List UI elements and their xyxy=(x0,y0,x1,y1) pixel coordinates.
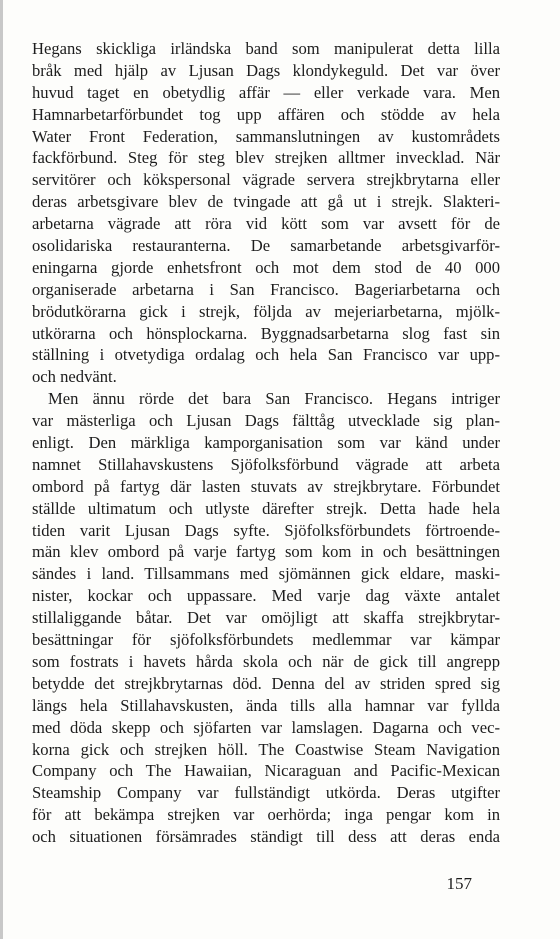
text-line: besättningar för sjöfolksförbundets medlemmar var kämpar xyxy=(32,630,500,650)
text-line: osolidariska restauranterna. De samarbetande arbetsgivarför- xyxy=(32,236,500,256)
text-line: brödutkörarna gick i strejk, följda av mejeriarbetarna, mjölk- xyxy=(32,301,500,321)
body-text xyxy=(32,38,500,848)
text-line: servitörer och kökspersonal vägrade servera strejkbrytarna eller xyxy=(32,170,500,190)
text-line: med döda skepp och sjöfarten var lamslagen. Dagarna och vec- xyxy=(32,717,500,737)
text-line: namnet Stillahavskustens Sjöfolksförbund vägrade att arbeta xyxy=(32,454,500,474)
text-line: och nedvänt. xyxy=(32,367,117,387)
text-line: enligt. Den märkliga kamporganisation som var känd under xyxy=(32,433,500,453)
text-line: organiserade arbetarna i San Francisco. Bageriarbetarna och xyxy=(32,279,500,299)
text-line: för att bekämpa strejken var oerhörda; inga pengar kom in xyxy=(32,805,500,825)
text-line: och situationen försämrades ständigt till dess att deras enda xyxy=(32,827,500,847)
text-line: Hegans skickliga irländska band som manipulerat detta lilla xyxy=(32,39,500,58)
text-line: Water Front Federation, sammanslutningen av kustområdets xyxy=(32,126,500,146)
page-number: 157 xyxy=(446,874,472,893)
text-line: var mästerliga och Ljusan Dags fälttåg utvecklade sig plan- xyxy=(32,411,500,431)
text-line: tiden varit Ljusan Dags syfte. Sjöfolksförbundets förtroende- xyxy=(32,520,500,540)
text-line: nister, kockar och uppassare. Med varje dag växte antalet xyxy=(32,586,500,606)
text-line: stillaliggande båtar. Det var omöjligt att skaffa strejkbrytar- xyxy=(32,608,500,628)
text-line: eningarna gjorde enhetsfront och mot dem stod de 40 000 xyxy=(32,257,500,277)
text-line: längs hela Stillahavskusten, ända tills alla hamnar var fyllda xyxy=(32,695,500,715)
text-line: Company och The Hawaiian, Nicaraguan and Pacific-Mexican xyxy=(32,761,500,781)
text-line: ställning i otvetydiga ordalag och hela San Francisco var upp- xyxy=(32,345,500,365)
text-line: huvud taget en obetydlig affär — eller verkade vara. Men xyxy=(32,82,500,102)
text-line: män klev ombord på varje fartyg som kom in och besättningen xyxy=(32,542,500,562)
text-line: Steamship Company var fullständigt utkörda. Deras utgifter xyxy=(32,783,500,803)
text-line: Men ännu rörde det bara San Francisco. Hegans intriger xyxy=(48,389,500,409)
text-line: korna gick och strejken höll. The Coastwise Steam Navigation xyxy=(32,739,500,759)
text-line: arbetarna vägrade att röra vid kött som var avsett för de xyxy=(32,214,500,234)
text-line: betydde det strejkbrytarnas död. Denna del av striden spred sig xyxy=(32,673,500,693)
text-line: utkörarna och hönsplockarna. Byggnadsarbetarna slog fast sin xyxy=(32,323,500,343)
text-line: ombord på fartyg där lasten stuvats av strejkbrytare. Förbundet xyxy=(32,476,500,496)
text-line: fackförbund. Steg för steg blev strejken alltmer invecklad. När xyxy=(32,148,500,168)
text-line: sändes i land. Tillsammans med sjömännen gick eldare, maski- xyxy=(32,564,500,584)
text-line: bråk med hjälp av Ljusan Dags klondykeguld. Det var över xyxy=(32,60,500,80)
text-line: ställde ultimatum och utlyste därefter strejk. Detta hade hela xyxy=(32,498,500,518)
page-edge xyxy=(0,0,3,939)
text-line: som fostrats i havets hårda skola och när de gick till angrepp xyxy=(32,651,500,671)
text-line: deras arbetsgivare blev de tvingade att gå ut i strejk. Slakteri- xyxy=(32,192,500,212)
text-line: Hamnarbetarförbundet tog upp affären och stödde av hela xyxy=(32,104,500,124)
